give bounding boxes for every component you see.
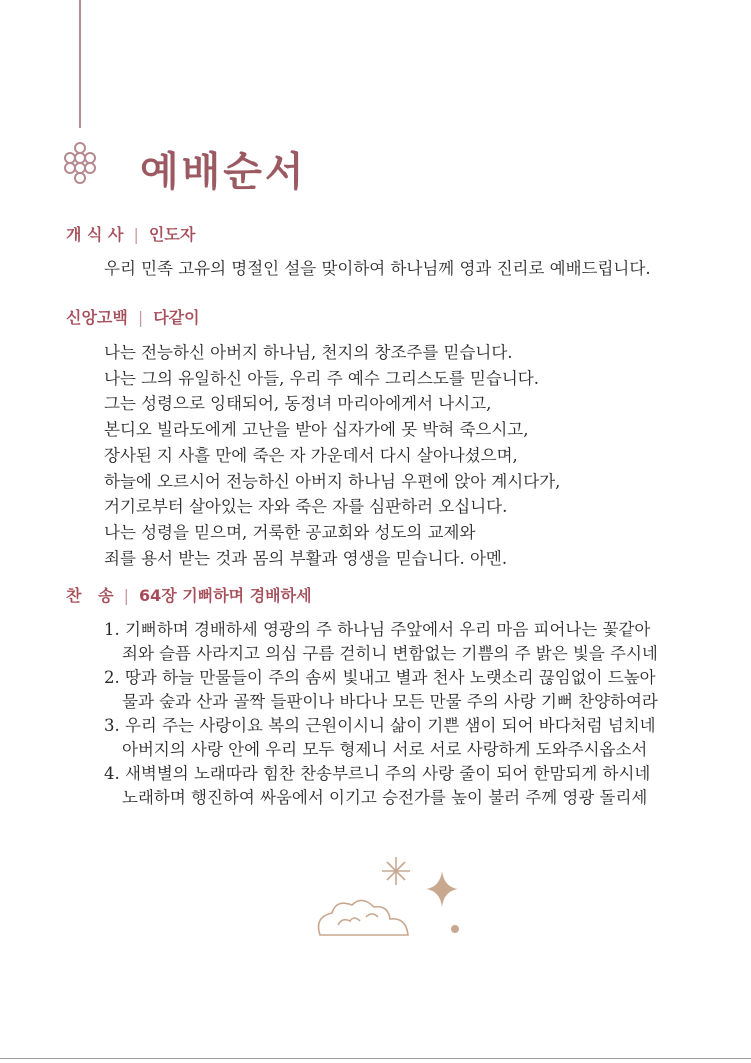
section-separator: |	[133, 225, 139, 244]
section-header-hymn	[66, 583, 312, 606]
creed-line: 나는 그의 유일하신 아들, 우리 주 예수 그리스도를 믿습니다.	[104, 368, 539, 388]
creed-line: 거기로부터 살아있는 자와 죽은 자를 심판하러 오십니다.	[104, 497, 508, 517]
section-header-opening	[66, 222, 195, 245]
bottom-divider	[0, 1058, 751, 1059]
section-label: 신앙고백	[66, 308, 128, 327]
creed-line: 죄를 용서 받는 것과 몸의 부활과 영생을 믿습니다. 아멘.	[104, 548, 508, 568]
creed-line: 그는 성령으로 잉태되어, 동정녀 마리아에게서 나시고,	[104, 394, 492, 414]
verse-line: 죄와 슬픔 사라지고 의심 구름 걷히니 변함없는 기쁨의 주 밝은 빛을 주시네	[122, 644, 658, 663]
creed-line: 나는 전능하신 아버지 하나님, 천지의 창조주를 믿습니다.	[104, 343, 513, 362]
section-leader: 인도자	[148, 225, 196, 244]
knot-ornament-icon	[60, 140, 100, 186]
creed-line: 나는 성령을 믿으며, 거룩한 공교회와 성도의 교제와	[104, 522, 476, 542]
creed-lines	[104, 340, 560, 571]
hymn-verse	[104, 714, 658, 762]
section-leader: 다같이	[153, 308, 200, 327]
section-separator: |	[137, 308, 144, 327]
section-label: 개 식 사	[66, 225, 124, 244]
verse-line: 물과 숲과 산과 골짝 들판이나 바다나 모든 만물 주의 사랑 기뻐 찬양하여라	[122, 692, 658, 711]
verse-line: 4. 새벽별의 노래따라 힘찬 찬송부르니 주의 사랑 줄이 되어 한맘되게 하시네	[104, 764, 651, 783]
opening-text: 우리 민족 고유의 명절인 설을 맞이하여 하나님께 영과 진리로 예배드립니다.	[104, 259, 651, 278]
section-leader: 64장 기뻐하며 경배하세	[139, 586, 312, 605]
cloud-star-ornament-icon	[310, 855, 470, 945]
hymn-verse	[104, 666, 658, 714]
hymn-verse	[104, 762, 658, 810]
verse-line: 2. 땅과 하늘 만물들이 주의 솜씨 빛내고 별과 천사 노랫소리 끊임없이 드높아	[104, 668, 656, 687]
verse-line: 노래하며 행진하여 싸움에서 이기고 승전가를 높이 불러 주께 영광 돌리세	[122, 788, 648, 807]
page-title: 예배순서	[140, 148, 307, 195]
section-header-creed	[66, 305, 200, 328]
section-separator: |	[123, 586, 130, 605]
verse-line: 3. 우리 주는 사랑이요 복의 근원이시니 삶이 기쁜 샘이 되어 바다처럼 넘치네	[104, 716, 656, 735]
section-label: 찬 송	[66, 586, 114, 605]
hymn-verse	[104, 618, 658, 666]
hymn-verses	[104, 618, 658, 810]
knot-cord	[79, 0, 81, 128]
creed-line: 하늘에 오르시어 전능하신 아버지 하나님 우편에 앉아 계시다가,	[104, 471, 561, 491]
verse-line: 아버지의 사랑 안에 우리 모두 형제니 서로 서로 사랑하게 도와주시옵소서	[122, 740, 648, 759]
verse-line: 1. 기뻐하며 경배하세 영광의 주 하나님 주앞에서 우리 마음 피어나는 꽃같아	[104, 620, 651, 639]
creed-line: 장사된 지 사흘 만에 죽은 자 가운데서 다시 살아나셨으며,	[104, 445, 518, 465]
creed-line: 본디오 빌라도에게 고난을 받아 십자가에 못 박혀 죽으시고,	[104, 420, 529, 440]
